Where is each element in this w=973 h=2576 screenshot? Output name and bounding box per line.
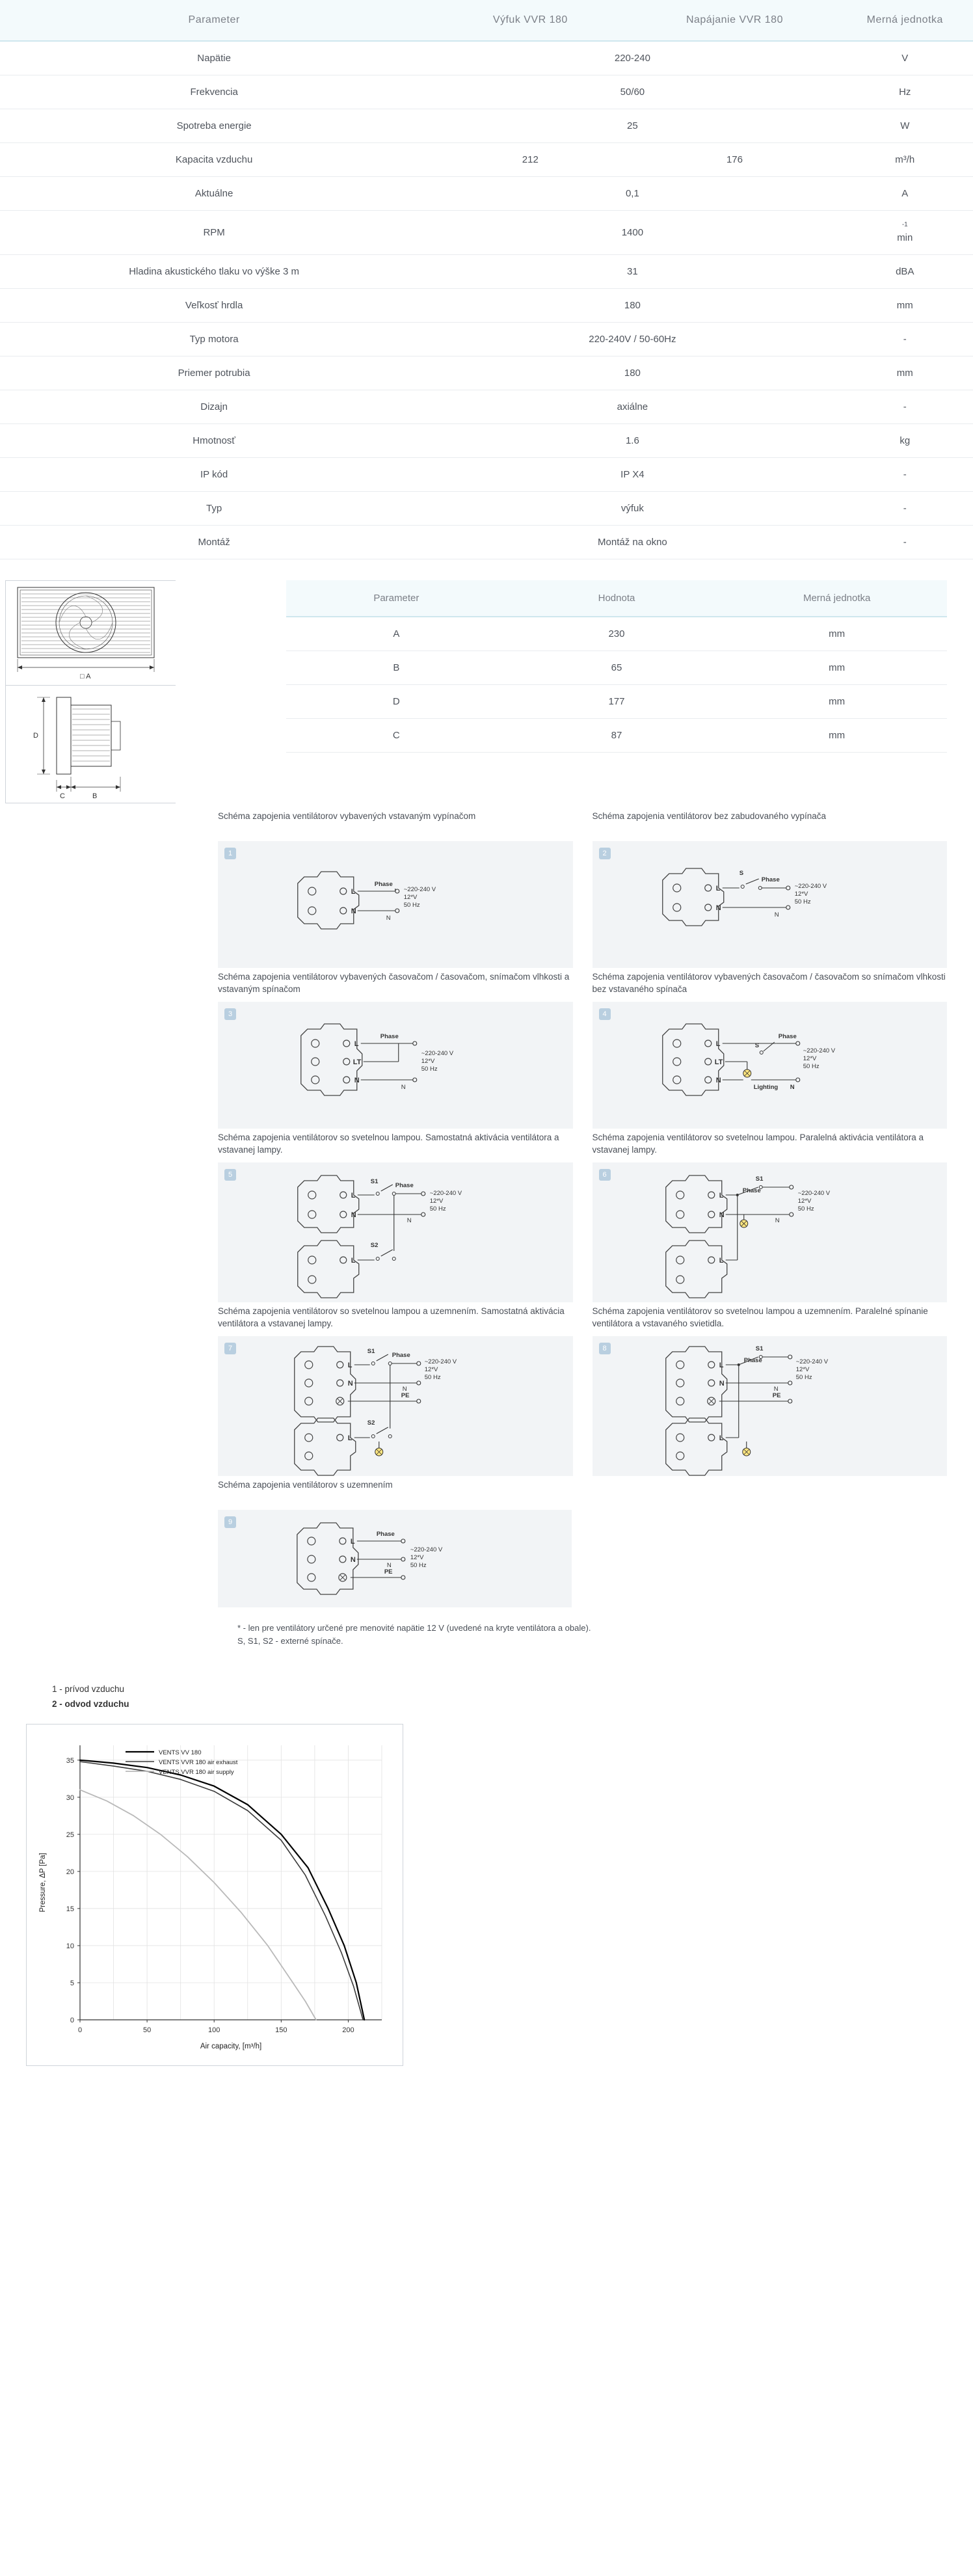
- svg-text:L: L: [719, 1256, 723, 1265]
- svg-text:N: N: [402, 1385, 407, 1393]
- svg-text:12*V: 12*V: [794, 890, 808, 898]
- spec-cell-unit: $^{-1}$ min: [837, 211, 973, 255]
- wiring-cell-7: [218, 1305, 573, 1476]
- spec-cell-value: 220-240V / 50-60Hz: [428, 322, 836, 356]
- spec-cell-unit: -: [837, 322, 973, 356]
- dim-label-a: □ A: [80, 672, 91, 680]
- svg-text:Phase: Phase: [761, 876, 780, 883]
- spec-cell-unit: mm: [837, 356, 973, 390]
- dimension-table: [286, 580, 947, 753]
- svg-text:~220-240 V: ~220-240 V: [421, 1049, 454, 1057]
- svg-text:Phase: Phase: [395, 1181, 414, 1189]
- side-view-drawing: [5, 686, 176, 803]
- spec-cell-unit: -: [837, 491, 973, 525]
- wiring-number-1: 1: [224, 848, 236, 859]
- spec-cell-value: 50/60: [428, 75, 836, 109]
- svg-text:N: N: [386, 914, 391, 922]
- spec-header-row: [0, 0, 973, 41]
- dim-header-parameter: Parameter: [286, 580, 507, 617]
- table-row: [0, 525, 973, 559]
- wiring-caption-2: Schéma zapojenia ventilátorov bez zabudovaného vypínača: [592, 811, 826, 821]
- dim-label-d: D: [33, 731, 38, 740]
- svg-text:LT: LT: [353, 1058, 362, 1066]
- svg-text:VENTS VV 180: VENTS VV 180: [159, 1749, 202, 1756]
- svg-text:PE: PE: [384, 1568, 393, 1576]
- svg-text:Phase: Phase: [376, 1530, 395, 1538]
- spec-cell-parameter: Veľkosť hrdla: [0, 288, 428, 322]
- svg-text:20: 20: [66, 1868, 74, 1876]
- wiring-caption-3: Schéma zapojenia ventilátorov vybavených časovačom / časovačom, snímačom vlhkosti a vstavaným spínačom: [218, 971, 570, 995]
- svg-text:L: L: [347, 1361, 353, 1369]
- svg-text:~220-240 V: ~220-240 V: [403, 885, 436, 893]
- wiring-diagram-2: [593, 841, 948, 968]
- svg-text:12*V: 12*V: [795, 1365, 809, 1373]
- svg-text:N: N: [354, 1076, 360, 1084]
- dim-table-body: [286, 617, 947, 753]
- svg-text:50 Hz: 50 Hz: [797, 1205, 814, 1213]
- spec-cell-value: IP X4: [428, 457, 836, 491]
- svg-text:VENTS VVR 180 air exhaust: VENTS VVR 180 air exhaust: [159, 1758, 238, 1766]
- spec-cell-parameter: Hladina akustického tlaku vo výške 3 m: [0, 254, 428, 288]
- dimensions-section: [0, 580, 973, 803]
- specification-table: [0, 0, 973, 559]
- svg-text:L: L: [719, 1191, 723, 1200]
- svg-text:50 Hz: 50 Hz: [429, 1205, 446, 1213]
- dim-header-unit: Merná jednotka: [726, 580, 947, 617]
- wiring-cell-5: [218, 1131, 573, 1302]
- footnote-line-1: * - len pre ventilátory určené pre menovité napätie 12 V (uvedené na kryte ventilátora a obale).: [237, 1622, 591, 1633]
- svg-text:N: N: [790, 1083, 795, 1091]
- svg-text:12*V: 12*V: [429, 1197, 444, 1205]
- table-row: [0, 390, 973, 423]
- table-row: [0, 322, 973, 356]
- wiring-footnote: [218, 1622, 947, 1649]
- svg-text:12*V: 12*V: [403, 893, 418, 901]
- wiring-number-5: 5: [224, 1169, 236, 1181]
- svg-text:0: 0: [70, 2016, 74, 2024]
- svg-text:N: N: [351, 1211, 356, 1219]
- wiring-cell-1: [218, 810, 573, 968]
- svg-text:VENTS VVR 180 air supply: VENTS VVR 180 air supply: [159, 1768, 234, 1776]
- svg-text:L: L: [351, 1256, 356, 1265]
- wiring-diagram-9: [218, 1510, 572, 1607]
- svg-text:N: N: [773, 1385, 779, 1393]
- table-row: [0, 457, 973, 491]
- svg-text:L: L: [351, 1191, 356, 1200]
- spec-cell-value: 1.6: [428, 423, 836, 457]
- table-row: [0, 491, 973, 525]
- svg-text:~220-240 V: ~220-240 V: [424, 1358, 457, 1365]
- svg-text:L: L: [715, 1040, 720, 1048]
- dim-cell-value: 230: [507, 617, 727, 651]
- svg-text:0: 0: [77, 2026, 83, 2034]
- svg-text:N: N: [386, 1561, 392, 1569]
- svg-text:L: L: [354, 1040, 359, 1048]
- table-row: [286, 684, 947, 718]
- table-row: [0, 41, 973, 75]
- table-row: [0, 356, 973, 390]
- wiring-diagram-1: [218, 841, 573, 968]
- svg-text:S1: S1: [367, 1347, 375, 1355]
- spec-cell-value: 180: [428, 356, 836, 390]
- svg-text:100: 100: [208, 2026, 220, 2034]
- svg-text:5: 5: [70, 1979, 74, 1987]
- wiring-cell-3: [218, 971, 573, 1129]
- spec-cell-parameter: Frekvencia: [0, 75, 428, 109]
- table-row: [0, 143, 973, 177]
- dim-cell-unit: mm: [726, 651, 947, 684]
- svg-text:LT: LT: [714, 1058, 723, 1066]
- spec-cell-value-supply: 176: [632, 143, 836, 177]
- spec-cell-parameter: Napätie: [0, 41, 428, 75]
- dim-cell-parameter: C: [286, 718, 507, 752]
- svg-text:12*V: 12*V: [421, 1057, 435, 1065]
- spec-cell-parameter: Dizajn: [0, 390, 428, 423]
- spec-cell-value: 180: [428, 288, 836, 322]
- dim-cell-value: 65: [507, 651, 727, 684]
- footnote-line-2: S, S1, S2 - externé spínače.: [237, 1636, 343, 1646]
- dim-header-value: Hodnota: [507, 580, 727, 617]
- spec-cell-value: 0,1: [428, 177, 836, 211]
- spec-cell-value: 31: [428, 254, 836, 288]
- svg-text:N: N: [350, 1555, 356, 1564]
- wiring-cell-4: [593, 971, 948, 1129]
- svg-text:N: N: [347, 1379, 353, 1388]
- spec-header-unit: Merná jednotka: [837, 0, 973, 41]
- spec-cell-parameter: Typ motora: [0, 322, 428, 356]
- wiring-diagram-3: [218, 1002, 573, 1129]
- wiring-caption-5: Schéma zapojenia ventilátorov so svetelnou lampou. Samostatná aktivácia ventilátora a vstavanej lampy.: [218, 1132, 559, 1155]
- wiring-row-1: [218, 810, 947, 968]
- table-row: [0, 177, 973, 211]
- svg-text:~220-240 V: ~220-240 V: [803, 1047, 835, 1054]
- svg-text:L: L: [715, 884, 720, 892]
- wiring-number-8: 8: [599, 1343, 611, 1354]
- spec-cell-unit: W: [837, 109, 973, 143]
- svg-text:S: S: [739, 869, 743, 877]
- svg-text:S1: S1: [755, 1345, 763, 1352]
- table-row: [0, 288, 973, 322]
- wiring-diagram-6: [593, 1162, 948, 1302]
- dim-cell-unit: mm: [726, 684, 947, 718]
- wiring-diagram-5: [218, 1162, 573, 1302]
- svg-text:50 Hz: 50 Hz: [421, 1065, 438, 1073]
- spec-cell-unit: -: [837, 457, 973, 491]
- spec-cell-unit: mm: [837, 288, 973, 322]
- svg-text:S2: S2: [370, 1241, 379, 1249]
- wiring-row-2: [218, 971, 947, 1129]
- svg-text:25: 25: [66, 1831, 74, 1839]
- front-view-drawing: [5, 580, 176, 686]
- spec-cell-unit: V: [837, 41, 973, 75]
- svg-text:Phase: Phase: [778, 1032, 797, 1040]
- wiring-cell-6: [593, 1131, 948, 1302]
- svg-text:Air capacity, [m³/h]: Air capacity, [m³/h]: [200, 2042, 262, 2050]
- table-row: [0, 75, 973, 109]
- svg-text:12*V: 12*V: [803, 1054, 816, 1062]
- svg-text:Phase: Phase: [742, 1187, 761, 1194]
- svg-text:150: 150: [275, 2026, 287, 2034]
- svg-text:N: N: [715, 1076, 721, 1084]
- svg-text:15: 15: [66, 1905, 74, 1913]
- table-row: [0, 423, 973, 457]
- spec-cell-parameter: IP kód: [0, 457, 428, 491]
- product-drawings: [0, 580, 176, 803]
- spec-cell-parameter: Typ: [0, 491, 428, 525]
- performance-chart: [26, 1724, 403, 2066]
- spec-cell-value: 220-240: [428, 41, 836, 75]
- table-row: [286, 718, 947, 752]
- spec-header-exhaust: Výfuk VVR 180: [428, 0, 632, 41]
- svg-text:N: N: [719, 1379, 725, 1388]
- spec-cell-value: axiálne: [428, 390, 836, 423]
- svg-text:50 Hz: 50 Hz: [794, 898, 811, 906]
- spec-cell-parameter: RPM: [0, 211, 428, 255]
- svg-text:12*V: 12*V: [424, 1365, 438, 1373]
- dim-cell-parameter: D: [286, 684, 507, 718]
- svg-text:~220-240 V: ~220-240 V: [429, 1189, 462, 1197]
- wiring-diagram-8: [593, 1336, 948, 1476]
- svg-text:L: L: [351, 887, 356, 896]
- airflow-legend-line-2: 2 - odvod vzduchu: [52, 1699, 129, 1710]
- spec-table-body: [0, 41, 973, 559]
- svg-text:~220-240 V: ~220-240 V: [794, 882, 827, 890]
- spec-cell-value: výfuk: [428, 491, 836, 525]
- svg-text:N: N: [775, 1216, 780, 1224]
- svg-text:~220-240 V: ~220-240 V: [410, 1546, 443, 1553]
- dim-cell-value: 177: [507, 684, 727, 718]
- svg-text:S2: S2: [367, 1419, 375, 1427]
- wiring-caption-1: Schéma zapojenia ventilátorov vybavených vstavaným vypínačom: [218, 811, 476, 821]
- svg-text:N: N: [774, 911, 779, 919]
- spec-cell-unit: Hz: [837, 75, 973, 109]
- wiring-row-5: [218, 1479, 947, 1607]
- airflow-legend-line-1: 1 - prívod vzduchu: [52, 1684, 125, 1695]
- svg-text:PE: PE: [401, 1391, 410, 1399]
- svg-text:L: L: [719, 1361, 723, 1369]
- spec-cell-value: 25: [428, 109, 836, 143]
- dim-label-b: B: [92, 792, 98, 800]
- svg-text:N: N: [351, 907, 356, 915]
- wiring-diagram-7: [218, 1336, 573, 1476]
- dim-label-c: C: [60, 792, 65, 800]
- svg-text:~220-240 V: ~220-240 V: [797, 1189, 830, 1197]
- svg-text:N: N: [401, 1083, 406, 1091]
- svg-text:200: 200: [342, 2026, 354, 2034]
- dimension-table-wrapper: [176, 580, 973, 753]
- spec-cell-value: 1400: [428, 211, 836, 255]
- svg-text:Pressure, ΔP [Pa]: Pressure, ΔP [Pa]: [39, 1853, 47, 1912]
- svg-text:Phase: Phase: [380, 1032, 399, 1040]
- dim-cell-unit: mm: [726, 617, 947, 651]
- spec-cell-unit: m³/h: [837, 143, 973, 177]
- wiring-row-3: [218, 1131, 947, 1302]
- wiring-number-2: 2: [599, 848, 611, 859]
- svg-text:12*V: 12*V: [797, 1197, 811, 1205]
- table-row: [0, 211, 973, 255]
- wiring-cell-2: [593, 810, 948, 968]
- svg-text:L: L: [350, 1537, 355, 1546]
- wiring-number-7: 7: [224, 1343, 236, 1354]
- spec-cell-parameter: Kapacita vzduchu: [0, 143, 428, 177]
- wiring-diagrams-section: [0, 810, 973, 1649]
- wiring-caption-8: Schéma zapojenia ventilátorov so svetelnou lampou a uzemnením. Paralelné spínanie ventilátora a vstavaného svietidla.: [592, 1306, 928, 1329]
- dim-cell-parameter: A: [286, 617, 507, 651]
- svg-text:L: L: [719, 1434, 723, 1442]
- spec-cell-unit: A: [837, 177, 973, 211]
- svg-text:S1: S1: [755, 1175, 763, 1183]
- spec-cell-parameter: Aktuálne: [0, 177, 428, 211]
- spec-cell-unit: -: [837, 525, 973, 559]
- spec-header-supply: Napájanie VVR 180: [632, 0, 836, 41]
- chart-canvas: [33, 1731, 396, 2061]
- svg-text:N: N: [407, 1216, 412, 1224]
- svg-text:35: 35: [66, 1756, 74, 1765]
- wiring-row-4: [218, 1305, 947, 1476]
- svg-text:50: 50: [142, 2026, 152, 2034]
- table-row: [286, 617, 947, 651]
- spec-cell-unit: dBA: [837, 254, 973, 288]
- airflow-legend: [0, 1682, 973, 1712]
- svg-text:50 Hz: 50 Hz: [403, 901, 420, 909]
- spec-cell-parameter: Priemer potrubia: [0, 356, 428, 390]
- spec-cell-parameter: Hmotnosť: [0, 423, 428, 457]
- dim-cell-value: 87: [507, 718, 727, 752]
- svg-text:N: N: [715, 904, 721, 912]
- svg-text:Phase: Phase: [374, 880, 393, 888]
- spec-cell-value-exhaust: 212: [428, 143, 632, 177]
- spec-cell-unit: kg: [837, 423, 973, 457]
- svg-text:12*V: 12*V: [410, 1553, 424, 1561]
- spec-cell-unit: -: [837, 390, 973, 423]
- dim-cell-unit: mm: [726, 718, 947, 752]
- svg-text:50 Hz: 50 Hz: [795, 1373, 812, 1381]
- table-row: [0, 254, 973, 288]
- svg-text:50 Hz: 50 Hz: [410, 1561, 427, 1569]
- svg-text:S1: S1: [370, 1177, 379, 1185]
- svg-text:50 Hz: 50 Hz: [803, 1062, 820, 1070]
- dim-header-row: [286, 580, 947, 617]
- svg-text:Phase: Phase: [392, 1351, 410, 1359]
- svg-text:L: L: [347, 1434, 353, 1442]
- svg-text:50 Hz: 50 Hz: [424, 1373, 441, 1381]
- svg-text:PE: PE: [772, 1391, 780, 1399]
- wiring-diagram-4: [593, 1002, 948, 1129]
- svg-text:Lighting: Lighting: [753, 1083, 778, 1091]
- svg-text:30: 30: [66, 1793, 74, 1802]
- wiring-number-4: 4: [599, 1008, 611, 1020]
- wiring-cell-empty: [591, 1479, 945, 1607]
- wiring-cell-9: [218, 1479, 572, 1607]
- wiring-caption-6: Schéma zapojenia ventilátorov so svetelnou lampou. Paralelná aktivácia ventilátora a vstavanej lampy.: [592, 1132, 924, 1155]
- wiring-number-6: 6: [599, 1169, 611, 1181]
- wiring-caption-4: Schéma zapojenia ventilátorov vybavených časovačom / časovačom so snímačom vlhkosti bez vstavaného spínača: [592, 971, 946, 995]
- spec-header-parameter: Parameter: [0, 0, 428, 41]
- wiring-number-9: 9: [224, 1516, 236, 1528]
- spec-cell-parameter: Spotreba energie: [0, 109, 428, 143]
- dim-cell-parameter: B: [286, 651, 507, 684]
- spec-cell-value: Montáž na okno: [428, 525, 836, 559]
- table-row: [286, 651, 947, 684]
- table-row: [0, 109, 973, 143]
- wiring-cell-8: [593, 1305, 948, 1476]
- wiring-caption-9: Schéma zapojenia ventilátorov s uzemnením: [218, 1479, 393, 1490]
- svg-text:Phase: Phase: [743, 1356, 762, 1364]
- svg-text:S: S: [754, 1041, 759, 1049]
- svg-text:10: 10: [66, 1942, 74, 1950]
- wiring-caption-7: Schéma zapojenia ventilátorov so svetelnou lampou a uzemnením. Samostatná aktivácia ventilátora a vstavanej lampy.: [218, 1306, 565, 1329]
- spec-cell-parameter: Montáž: [0, 525, 428, 559]
- wiring-number-3: 3: [224, 1008, 236, 1020]
- svg-text:N: N: [719, 1211, 725, 1219]
- svg-text:~220-240 V: ~220-240 V: [795, 1358, 828, 1365]
